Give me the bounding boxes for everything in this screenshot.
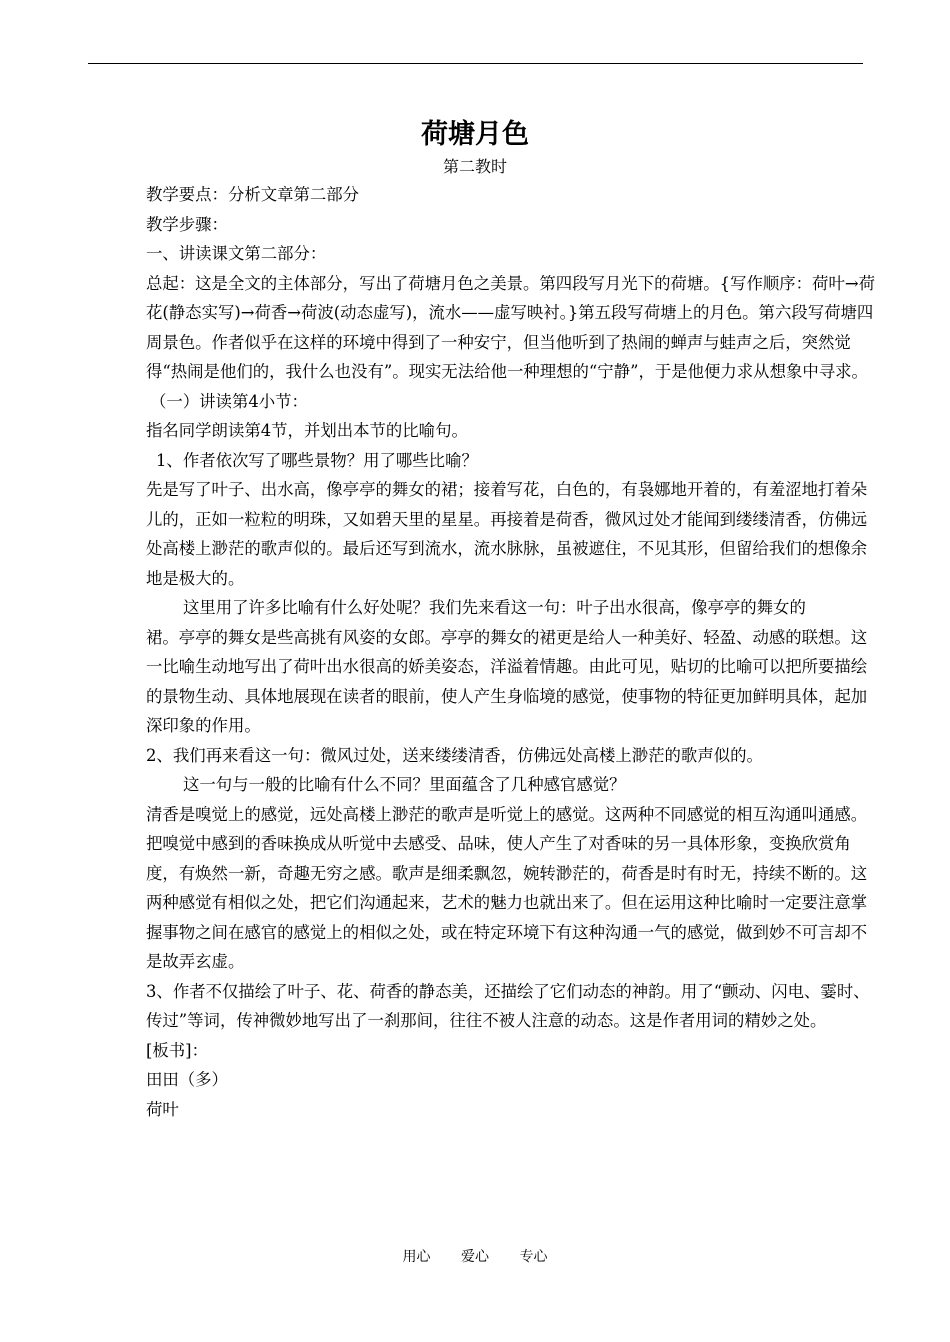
synesthesia-analysis-paragraph: 清香是嗅觉上的感觉，远处高楼上渺茫的歌声是听觉上的感觉。这两种不同感觉的相互沟通叫通感。把嗅觉中感到的香味换成从听觉中去感受、品味，使人产生了对香味的另一具体形象，变换欣赏角度，有焕然一新，奇趣无穷之感。歌声是细柔飘忽，婉转渺茫的，荷香是时有时无，持续不断的。这两种感觉有相似之处，把它们沟通起来，艺术的魅力也就出来了。但在运用这种比喻时一定要注意掌握事物之间在感官的感觉上的相似之处，或在特定环境下有这种沟通一气的感觉，做到妙不可言却不是故弄玄虚。 xyxy=(146,804,868,971)
page-title: 荷塘月色 xyxy=(421,119,529,150)
footer-motto-3: 专心 xyxy=(519,1249,548,1265)
teaching-points: 教学要点：分析文章第二部分 xyxy=(146,185,360,204)
synesthesia-question: 这一句与一般的比喻有什么不同？里面蕴含了几种感官感觉？ xyxy=(183,775,626,794)
overview-paragraph: 总起：这是全文的主体部分，写出了荷塘月色之美景。第四段写月光下的荷塘。{写作顺序：荷叶→荷花(静态实写)→荷香→荷波(动态虚写)，流水——虚写映衬。}第五段写荷塘上的月色。第六段写荷塘四周景色。作者似乎在这样的环境中得到了一种安宁，但当他听到了热闹的蝉声与蛙声之后，突然觉得“热闹是他们的，我什么也没有”。现实无法给他一种理想的“宁静”，于是他便力求从想象中寻求。 xyxy=(146,273,875,381)
subsection-heading-4: （一）讲读第4小节： xyxy=(150,391,308,411)
page-footer xyxy=(0,1247,950,1267)
document-body xyxy=(146,180,876,1124)
answer-1-paragraph: 先是写了叶子、出水高，像亭亭的舞女的裙；接着写花，白色的，有袅娜地开着的，有羞涩地打着朵儿的，正如一粒粒的明珠，又如碧天里的星星。再接着是荷香，微风过处才能闻到缕缕清香，仿佛远处高楼上渺茫的歌声似的。最后还写到流水，流水脉脉，虽被遮住，不见其形，但留给我们的想像余地是极大的。 xyxy=(146,480,868,588)
question-1: 1、作者依次写了哪些景物？用了哪些比喻？ xyxy=(156,450,478,470)
point-3-paragraph: 3、作者不仅描绘了叶子、花、荷香的静态美，还描绘了它们动态的神韵。用了“颤动、闪电、霎时、传过”等词，传神微妙地写出了一刹那间，往往不被人注意的动态。这是作者用词的精妙之处。 xyxy=(146,981,870,1030)
blackboard-line-1: 田田（多） xyxy=(146,1070,228,1089)
footer-motto-1: 用心 xyxy=(402,1249,431,1265)
header-rule xyxy=(88,63,863,64)
page-subtitle: 第二教时 xyxy=(442,157,507,176)
blackboard-heading: [板书]： xyxy=(146,1040,208,1060)
blackboard-line-2: 荷叶 xyxy=(146,1099,179,1119)
reading-instruction: 指名同学朗读第4节，并划出本节的比喻句。 xyxy=(146,421,468,440)
footer-motto-2: 爱心 xyxy=(461,1249,489,1265)
question-2: 2、我们再来看这一句：微风过处，送来缕缕清香，仿佛远处高楼上渺茫的歌声似的。 xyxy=(146,745,763,765)
metaphor-question: 这里用了许多比喻有什么好处呢？我们先来看这一句：叶子出水很高，像亭亭的舞女的 xyxy=(183,598,806,617)
section-heading-part-two: 一、讲读课文第二部分： xyxy=(146,244,327,263)
teaching-steps-heading: 教学步骤： xyxy=(146,214,228,234)
metaphor-analysis-paragraph: 裙。亭亭的舞女是些高挑有风姿的女郎。亭亭的舞女的裙更是给人一种美好、轻盈、动感的联想。这一比喻生动地写出了荷叶出水很高的娇美姿态，洋溢着情趣。由此可见，贴切的比喻可以把所要描绘的景物生动、具体地展现在读者的眼前，使人产生身临境的感觉，使事物的特征更加鲜明具体，起加深印象的作用。 xyxy=(146,627,868,735)
